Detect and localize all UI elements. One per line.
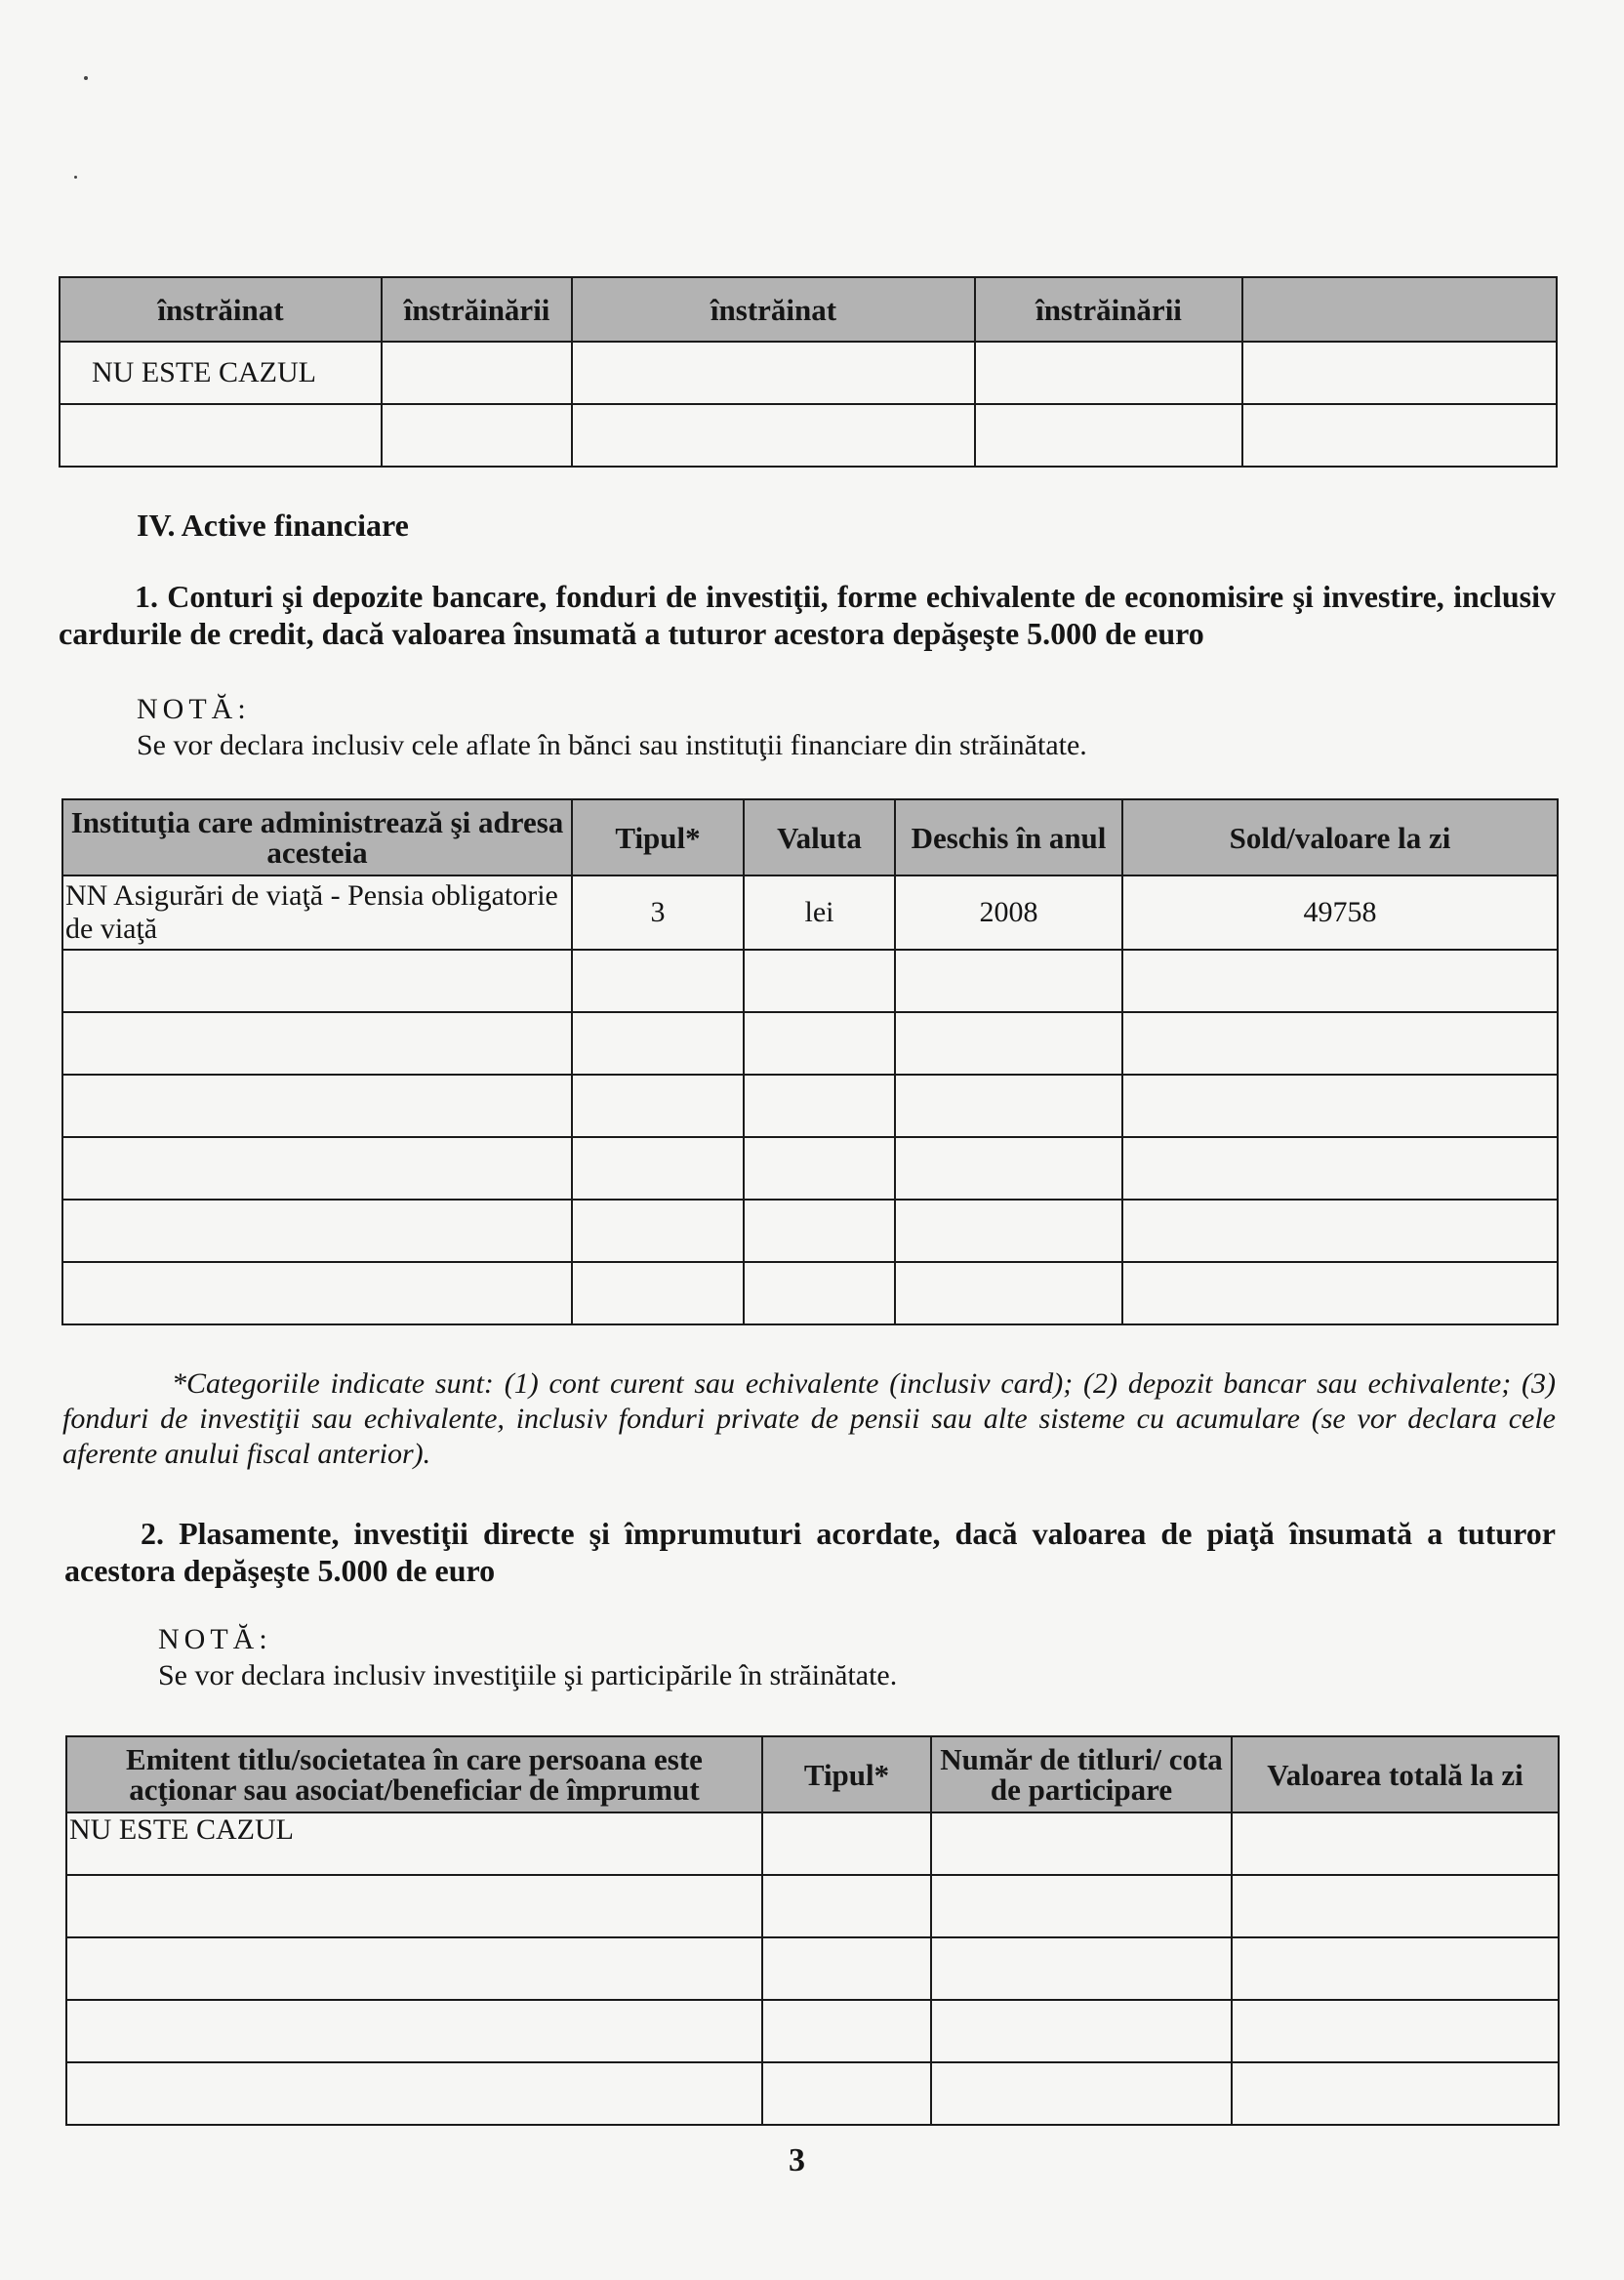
table-cell — [572, 1075, 744, 1137]
table-cell — [762, 1937, 931, 2000]
table-cell — [744, 950, 895, 1012]
table-cell — [1232, 1875, 1559, 1937]
table-row — [62, 1012, 1558, 1075]
table-cell — [931, 1875, 1232, 1937]
table-cell — [895, 1075, 1122, 1137]
column-header: înstrăinării — [382, 277, 572, 342]
table-row — [62, 950, 1558, 1012]
table-cell: 2008 — [895, 875, 1122, 950]
table-cell — [744, 1200, 895, 1262]
footnote: *Categoriile indicate sunt: (1) cont curent sau echivalente (inclusiv card); (2) depozit bancar sau echivalente; (3) fonduri de investiţii sau echivalente, inclusiv fonduri private de pensii sau alte sisteme cu acumulare (se vor declara cele aferente anului fiscal anterior). — [62, 1367, 1556, 1470]
table-cell — [895, 1137, 1122, 1200]
alienated-goods-table — [59, 276, 1558, 468]
table-cell — [744, 1262, 895, 1324]
table-cell — [744, 1075, 895, 1137]
table-cell — [66, 2000, 762, 2062]
table-cell — [66, 1937, 762, 2000]
table-row — [62, 875, 1558, 950]
table-cell — [62, 1200, 572, 1262]
table-cell — [895, 950, 1122, 1012]
column-header: înstrăinării — [975, 277, 1242, 342]
nota-label: NOTĂ: — [158, 1623, 272, 1655]
table-cell — [1122, 1012, 1558, 1075]
table-cell — [1242, 404, 1557, 467]
table-cell — [931, 1812, 1232, 1875]
table-cell — [62, 1075, 572, 1137]
table-cell — [572, 1012, 744, 1075]
table-row — [66, 1812, 1559, 1875]
table-row — [66, 1937, 1559, 2000]
table-cell — [1232, 2062, 1559, 2125]
table-cell — [62, 1262, 572, 1324]
column-header: Deschis în anul — [895, 799, 1122, 875]
table-cell — [762, 2062, 931, 2125]
table-cell: 3 — [572, 875, 744, 950]
column-header: Tipul* — [572, 799, 744, 875]
bank-accounts-table — [61, 798, 1559, 1325]
table-cell — [1122, 1075, 1558, 1137]
table-cell — [762, 1875, 931, 1937]
page-number: 3 — [789, 2142, 805, 2178]
table-cell — [744, 1012, 895, 1075]
column-header: înstrăinat — [60, 277, 382, 342]
table-cell: NU ESTE CAZUL — [60, 342, 382, 404]
table-cell — [1122, 1200, 1558, 1262]
nota-text: Se vor declara inclusiv investiţiile şi participările în străinătate. — [158, 1659, 898, 1691]
table-row — [60, 404, 1557, 467]
table-cell — [931, 2062, 1232, 2125]
table-row — [62, 1200, 1558, 1262]
column-header: Tipul* — [762, 1736, 931, 1812]
section-title: IV. Active financiare — [137, 508, 409, 543]
investments-table — [65, 1735, 1560, 2126]
table-cell — [744, 1137, 895, 1200]
table-cell — [1122, 950, 1558, 1012]
table-header-row — [62, 799, 1558, 875]
table-cell — [1242, 342, 1557, 404]
table-cell — [66, 2062, 762, 2125]
column-header: Sold/valoare la zi — [1122, 799, 1558, 875]
table-cell — [572, 1262, 744, 1324]
table-cell — [895, 1200, 1122, 1262]
table-cell — [975, 342, 1242, 404]
table-cell: NU ESTE CAZUL — [66, 1812, 762, 1875]
table-cell — [1232, 1937, 1559, 2000]
table-header-row — [60, 277, 1557, 342]
table-cell — [572, 404, 975, 467]
table-row — [62, 1137, 1558, 1200]
table-row — [66, 2000, 1559, 2062]
column-header: Valoarea totală la zi — [1232, 1736, 1559, 1812]
table-header-row — [66, 1736, 1559, 1812]
table-cell — [60, 404, 382, 467]
column-header: înstrăinat — [572, 277, 975, 342]
table-cell — [1122, 1137, 1558, 1200]
table-cell — [66, 1875, 762, 1937]
table-cell — [1122, 1262, 1558, 1324]
table-cell — [931, 1937, 1232, 2000]
subsection-heading: 2. Plasamente, investiţii directe şi împrumuturi acordate, dacă valoarea de piaţă însumată a tuturor acestora depăşeşte 5.000 de euro — [64, 1516, 1556, 1588]
table-cell — [382, 342, 572, 404]
table-cell — [572, 1137, 744, 1200]
table-cell — [975, 404, 1242, 467]
table-cell — [572, 342, 975, 404]
table-cell — [895, 1262, 1122, 1324]
table-cell — [762, 1812, 931, 1875]
table-row — [66, 2062, 1559, 2125]
table-row — [62, 1075, 1558, 1137]
column-header — [1242, 277, 1557, 342]
table-cell — [572, 1200, 744, 1262]
table-row — [62, 1262, 1558, 1324]
table-row — [60, 342, 1557, 404]
table-cell: NN Asigurări de viaţă - Pensia obligatorie de viaţă — [62, 875, 572, 950]
column-header: Emitent titlu/societatea în care persoana este acţionar sau asociat/beneficiar de împrumut — [66, 1736, 762, 1812]
table-cell: 49758 — [1122, 875, 1558, 950]
column-header: Instituţia care administrează şi adresa acesteia — [62, 799, 572, 875]
table-cell — [895, 1012, 1122, 1075]
scan-speck — [74, 176, 77, 179]
column-header: Valuta — [744, 799, 895, 875]
nota-text: Se vor declara inclusiv cele aflate în bănci sau instituţii financiare din străinătate. — [137, 729, 1087, 761]
subsection-heading: 1. Conturi şi depozite bancare, fonduri de investiţii, forme echivalente de economisire şi investire, inclusiv cardurile de credit, dacă valoarea însumată a tuturor acestora depăşeşte 5.000 de euro — [59, 579, 1556, 651]
table-row — [66, 1875, 1559, 1937]
table-cell — [1232, 2000, 1559, 2062]
table-cell: lei — [744, 875, 895, 950]
table-cell — [62, 1012, 572, 1075]
table-cell — [62, 950, 572, 1012]
scan-speck — [84, 76, 88, 80]
nota-label: NOTĂ: — [137, 693, 251, 725]
table-cell — [1232, 1812, 1559, 1875]
table-cell — [931, 2000, 1232, 2062]
table-cell — [382, 404, 572, 467]
column-header: Număr de titluri/ cota de participare — [931, 1736, 1232, 1812]
table-cell — [572, 950, 744, 1012]
table-cell — [762, 2000, 931, 2062]
table-cell — [62, 1137, 572, 1200]
